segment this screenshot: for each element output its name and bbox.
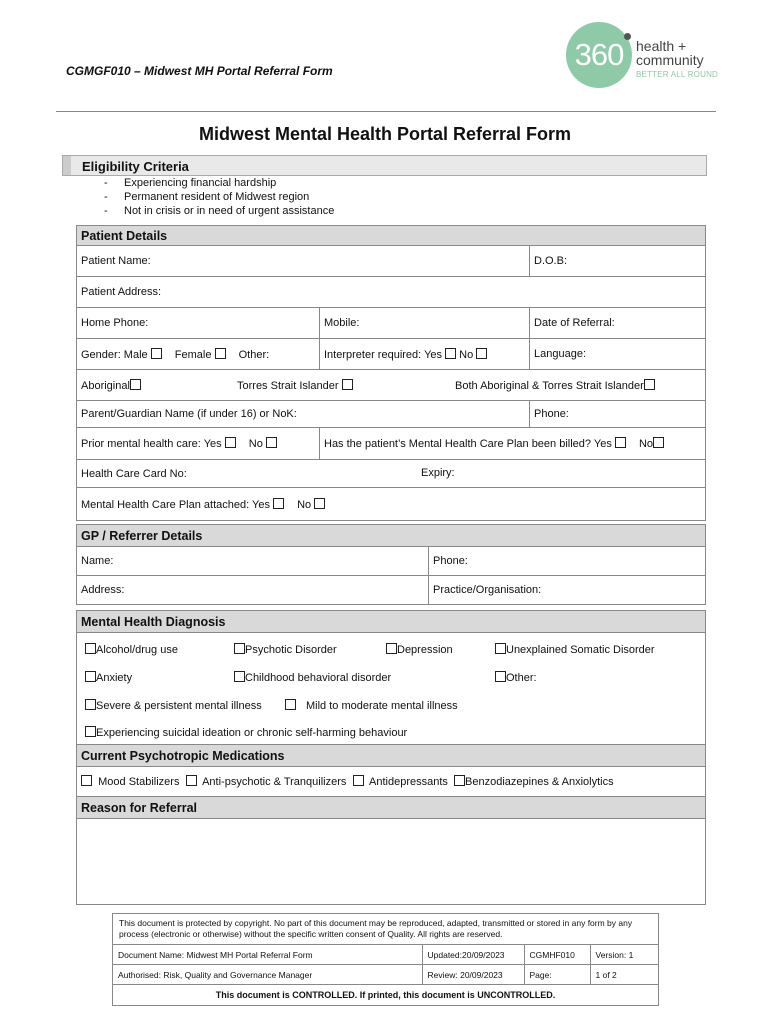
form-title: Midwest Mental Health Portal Referral Form [198,124,572,144]
copyright-notice: This document is protected by copyright. No part of this document may be reproduced, adapted, transmitted or stored in any form by any process (electronic or otherwise) without the specific written consent of Quality. All rights are reserved. [113,914,658,945]
patient-details-title: Patient Details [77,226,706,246]
footer-document-name: Document Name: Midwest MH Portal Referral Form [113,945,422,965]
diagnosis-table [76,610,706,905]
patient-details-table [76,225,706,521]
date-of-referral-field[interactable]: Date of Referral: [530,308,706,339]
footer-page-label: Page: [524,965,590,985]
medications-title: Current Psychotropic Medications [77,745,706,767]
suicidal-checkbox[interactable] [85,726,96,737]
anti-psychotic-checkbox[interactable] [186,775,197,786]
eligibility-item: - Permanent resident of Midwest region [104,191,310,203]
footer-code: CGMHF010 [524,945,590,965]
eligibility-item: - Experiencing financial hardship [104,177,277,189]
footer-updated: Updated:20/09/2023 [422,945,524,965]
somatic-checkbox[interactable] [495,643,506,654]
medications-options: Mood Stabilizers Anti-psychotic & Tranquilizers Antidepressants Benzodiazepines & Anxiolytics [77,767,706,797]
dob-field[interactable]: D.O.B: [530,246,706,277]
health-care-card-field[interactable]: Health Care Card No: Expiry: [77,460,706,488]
both-indigenous-checkbox[interactable] [644,379,655,390]
footer-authorised: Authorised: Risk, Quality and Governance Manager [113,965,422,985]
prior-care-field: Prior mental health care: Yes No [77,428,320,460]
footer-review: Review: 20/09/2023 [422,965,524,985]
mild-illness-checkbox[interactable] [285,699,296,710]
childhood-checkbox[interactable] [234,671,245,682]
other-diagnosis-checkbox[interactable] [495,671,506,682]
mood-stabilizers-checkbox[interactable] [81,775,92,786]
header-divider [56,111,716,112]
plan-billed-no-checkbox[interactable] [653,437,664,448]
footer-version: Version: 1 [590,945,658,965]
interpreter-no-checkbox[interactable] [476,348,487,359]
home-phone-field[interactable]: Home Phone: [77,308,320,339]
logo-text-health: health + [636,38,687,54]
torres-strait-checkbox[interactable] [342,379,353,390]
logo-tagline: BETTER ALL ROUND [636,70,719,79]
diagnosis-options: Alcohol/drug use Psychotic Disorder Depression Unexplained Somatic Disorder Anxiety Childhood behavioral disorder Other: Severe & persistent mental illness Mild to moderate mental illness Experiencing suicidal ideation or chronic self-harming behaviour [77,633,706,745]
footer-page: 1 of 2 [590,965,658,985]
patient-address-field[interactable]: Patient Address: [77,277,706,308]
reason-for-referral-field[interactable] [77,819,706,905]
gender-male-checkbox[interactable] [151,348,162,359]
eligibility-item: - Not in crisis or in need of urgent assistance [104,205,335,217]
gp-details-title: GP / Referrer Details [77,525,706,547]
gp-details-table [76,524,706,605]
guardian-phone-field[interactable]: Phone: [530,401,706,428]
severe-illness-checkbox[interactable] [85,699,96,710]
document-footer [112,913,659,1006]
plan-billed-yes-checkbox[interactable] [615,437,626,448]
benzodiazepines-checkbox[interactable] [454,775,465,786]
plan-attached-no-checkbox[interactable] [314,498,325,509]
anxiety-checkbox[interactable] [85,671,96,682]
interpreter-yes-checkbox[interactable] [445,348,456,359]
diagnosis-title: Mental Health Diagnosis [77,611,706,633]
logo-text-community: community [636,52,704,68]
guardian-name-field[interactable]: Parent/Guardian Name (if under 16) or NoK: [77,401,530,428]
gp-practice-field[interactable]: Practice/Organisation: [429,576,706,605]
plan-attached-field: Mental Health Care Plan attached: Yes No [77,488,706,521]
antidepressants-checkbox[interactable] [353,775,364,786]
mobile-field[interactable]: Mobile: [320,308,530,339]
language-field[interactable]: Language: [530,339,706,370]
plan-attached-yes-checkbox[interactable] [273,498,284,509]
aboriginal-checkbox[interactable] [130,379,141,390]
expiry-label: Expiry: [421,467,455,479]
plan-billed-field: Has the patient’s Mental Health Care Plan been billed? Yes No [320,428,706,460]
prior-care-no-checkbox[interactable] [266,437,277,448]
depression-checkbox[interactable] [386,643,397,654]
alcohol-drug-checkbox[interactable] [85,643,96,654]
gender-field: Gender: Male Female Other: [77,339,320,370]
controlled-notice: This document is CONTROLLED. If printed, this document is UNCONTROLLED. [215,990,556,1000]
logo-dot [624,33,631,40]
psychotic-checkbox[interactable] [234,643,245,654]
indigenous-status-field: Aboriginal Torres Strait Islander Both Aboriginal & Torres Strait Islander [77,370,706,401]
eligibility-title: Eligibility Criteria [82,159,189,174]
document-code: CGMGF010 – Midwest MH Portal Referral Form [66,64,333,78]
reason-title: Reason for Referral [77,797,706,819]
logo-number: 360 [566,22,632,88]
gp-address-field[interactable]: Address: [77,576,429,605]
interpreter-field: Interpreter required: Yes No [320,339,530,370]
gp-name-field[interactable]: Name: [77,547,429,576]
prior-care-yes-checkbox[interactable] [225,437,236,448]
patient-name-field[interactable]: Patient Name: [77,246,530,277]
gp-phone-field[interactable]: Phone: [429,547,706,576]
gender-female-checkbox[interactable] [215,348,226,359]
